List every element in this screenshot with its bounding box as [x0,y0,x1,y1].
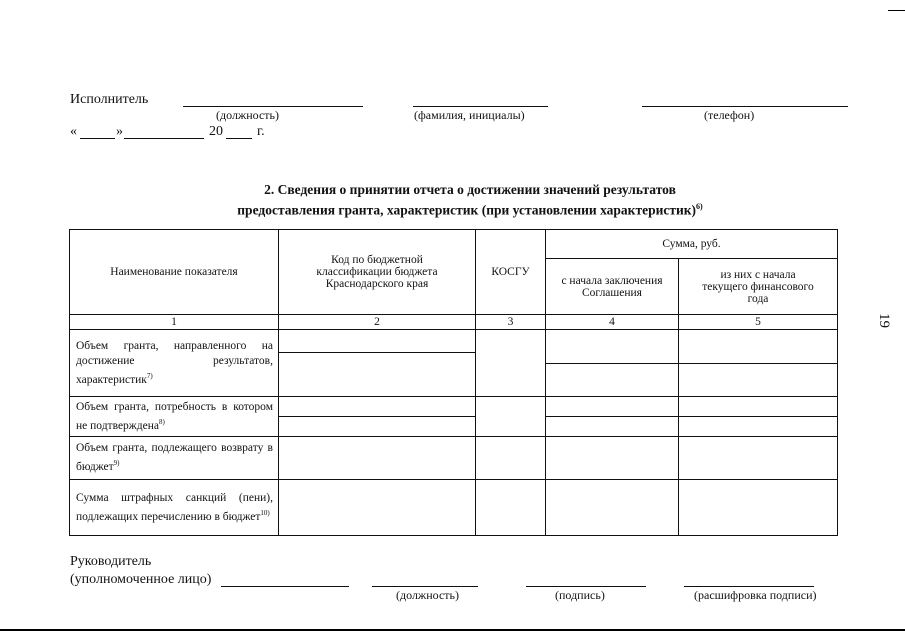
row-2-sum-total [546,397,679,437]
executor-position-line [183,106,363,107]
report-table [69,229,838,536]
signature-sign-line [526,586,646,587]
row-name-4 [70,480,279,536]
date-open-quote: « [70,124,77,139]
executor-name-line [413,106,548,107]
column-number-1: 1 [70,315,279,330]
row-1-sum-current [679,330,838,397]
signature-authority-line [221,586,349,587]
row-footnote-3: 9) [113,459,120,468]
page-frame-corner [888,0,905,11]
date-year-suffix: г. [257,124,265,139]
row-1-code [279,330,476,397]
column-numbers-row [70,315,838,330]
signature-label-line1: Руководитель [70,554,152,569]
date-year-line [226,138,252,139]
column-number-4: 4 [546,315,679,330]
row-4-sum-total [546,480,679,536]
row-4-kosgu [476,480,546,536]
table-row [70,480,838,536]
section-heading-line2 [150,198,790,219]
header-from-agreement: с начала заключения Соглашения [546,259,679,315]
row-1-kosgu [476,330,546,397]
date-close-quote: » [116,124,123,139]
table-row [70,330,838,397]
date-year-prefix: 20 [209,124,223,139]
header-of-which: из них с начала текущего финансового года [679,259,838,315]
row-footnote-2: 8) [158,417,165,426]
signature-label-line2: (уполномоченное лицо) [70,572,212,587]
section-heading [150,181,790,219]
executor-phone-line [642,106,848,107]
page-bottom-border [0,629,905,631]
header-kosgu: КОСГУ [476,230,546,315]
row-name-2 [70,397,279,437]
row-2-sum-current [679,397,838,437]
column-number-5: 5 [679,315,838,330]
row-3-kosgu [476,437,546,480]
executor-phone-caption: (телефон) [704,108,755,122]
row-3-code [279,437,476,480]
signature-decoding-caption: (расшифровка подписи) [694,588,817,602]
executor-name-caption: (фамилия, инициалы) [414,108,525,122]
signature-decoding-line [684,586,814,587]
row-name-1 [70,330,279,397]
header-sum: Сумма, руб. [546,230,838,259]
section-heading-footnote: 6) [696,202,703,211]
signature-position-caption: (должность) [396,588,459,602]
section-heading-line1: 2. Сведения о принятии отчета о достижении значений результатов [264,182,676,197]
date-day-line [80,138,115,139]
signature-position-line [372,586,478,587]
row-footnote-4: 10) [260,508,270,517]
table-row [70,437,838,480]
row-3-sum-total [546,437,679,480]
header-code: Код по бюджетной классификации бюджета Краснодарского края [279,230,476,315]
date-month-line [124,138,204,139]
row-name-1-text: Объем гранта, направленного на достижение результатов, характеристик [76,339,273,386]
column-number-3: 3 [476,315,546,330]
row-4-sum-current [679,480,838,536]
row-name-3 [70,437,279,480]
table-row [70,397,838,437]
signature-sign-caption: (подпись) [555,588,605,602]
row-name-4-text: Сумма штрафных санкций (пени), подлежащих перечислению в бюджет [76,491,273,523]
row-2-kosgu [476,397,546,437]
row-name-2-text: Объем гранта, потребность в котором не подтверждена [76,400,273,432]
row-footnote-1: 7) [146,371,153,380]
row-name-3-text: Объем гранта, подлежащего возврату в бюджет [76,442,273,473]
section-heading-line2-text: предоставления гранта, характеристик (при установлении характеристик) [237,202,697,218]
page-number: 19 [876,313,892,328]
row-2-code [279,397,476,437]
row-1-sum-total [546,330,679,397]
row-4-code [279,480,476,536]
header-indicator: Наименование показателя [70,230,279,315]
column-number-2: 2 [279,315,476,330]
executor-position-caption: (должность) [216,108,279,122]
row-3-sum-current [679,437,838,480]
executor-label: Исполнитель [70,92,149,107]
